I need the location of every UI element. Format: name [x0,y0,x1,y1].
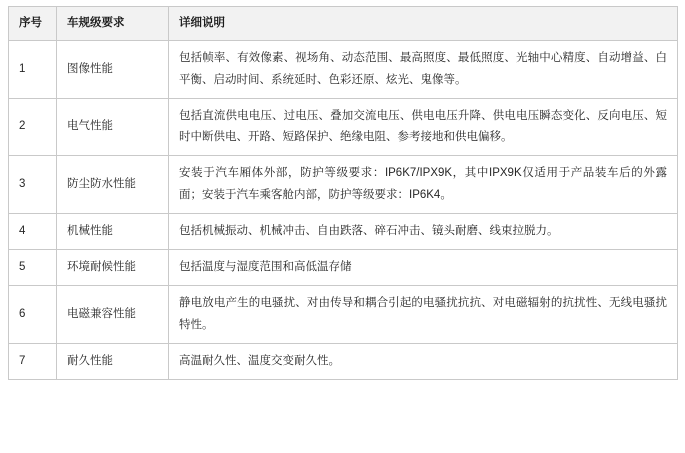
cell-requirement: 电磁兼容性能 [57,286,169,344]
cell-description: 静电放电产生的电骚扰、对由传导和耦合引起的电骚扰抗抗、对电磁辐射的抗扰性、无线电骚扰特性。 [169,286,678,344]
cell-no: 1 [9,41,57,99]
cell-description: 安装于汽车厢体外部，防护等级要求：IP6K7/IPX9K，其中IPX9K仅适用于产品装车后的外露面；安装于汽车乘客舱内部，防护等级要求：IP6K4。 [169,156,678,214]
table-row [9,41,678,99]
cell-no: 5 [9,250,57,286]
table-header-row [9,7,678,41]
cell-description: 包括机械振动、机械冲击、自由跌落、碎石冲击、镜头耐磨、线束拉脱力。 [169,213,678,249]
table-header [9,7,678,41]
column-header-description: 详细说明 [169,7,678,41]
column-header-requirement: 车规级要求 [57,7,169,41]
cell-description: 高温耐久性、温度交变耐久性。 [169,343,678,379]
requirements-table [8,6,678,380]
table-row [9,98,678,156]
cell-description: 包括温度与湿度范围和高低温存储 [169,250,678,286]
cell-requirement: 防尘防水性能 [57,156,169,214]
cell-no: 2 [9,98,57,156]
cell-requirement: 机械性能 [57,213,169,249]
table-row [9,213,678,249]
cell-requirement: 环境耐候性能 [57,250,169,286]
cell-requirement: 耐久性能 [57,343,169,379]
cell-description: 包括直流供电电压、过电压、叠加交流电压、供电电压升降、供电电压瞬态变化、反向电压、短时中断供电、开路、短路保护、绝缘电阻、参考接地和供电偏移。 [169,98,678,156]
cell-no: 6 [9,286,57,344]
cell-requirement: 图像性能 [57,41,169,99]
table-row [9,343,678,379]
cell-description: 包括帧率、有效像素、视场角、动态范围、最高照度、最低照度、光轴中心精度、自动增益、白平衡、启动时间、系统延时、色彩还原、炫光、鬼像等。 [169,41,678,99]
table-row [9,286,678,344]
cell-no: 3 [9,156,57,214]
cell-no: 4 [9,213,57,249]
cell-no: 7 [9,343,57,379]
cell-requirement: 电气性能 [57,98,169,156]
table-body [9,41,678,380]
column-header-no: 序号 [9,7,57,41]
table-row [9,156,678,214]
table-row [9,250,678,286]
